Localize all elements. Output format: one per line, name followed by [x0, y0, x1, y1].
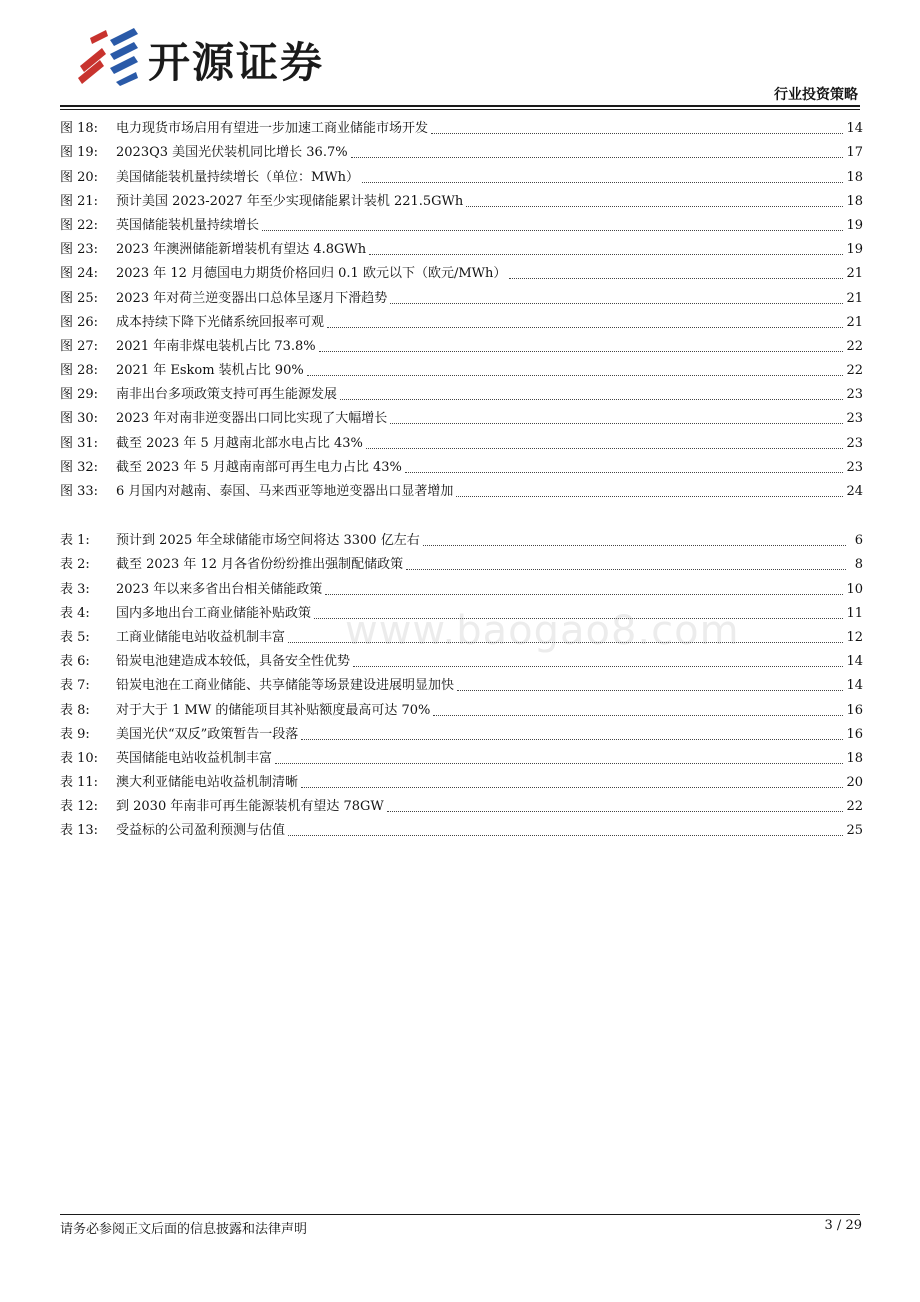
table-entry-title: 2023 年以来多省出台相关储能政策 [116, 581, 323, 597]
figure-entry-title: 2021 年南非煤电装机占比 73.8% [116, 338, 316, 354]
figure-entry-label: 图 25: [60, 290, 99, 306]
figure-entry[interactable] [60, 453, 863, 477]
figure-entry[interactable] [60, 380, 863, 404]
dot-leader [325, 593, 843, 595]
table-entry-title: 截至 2023 年 12 月各省份纷纷推出强制配储政策 [116, 557, 404, 573]
watermark: www.baogao8.com [345, 608, 740, 654]
figure-entry-title: 截至 2023 年 5 月越南南部可再生电力占比 43% [116, 459, 402, 475]
table-entry-page: 10 [846, 581, 863, 597]
table-entry-page: 14 [846, 678, 863, 694]
table-entry[interactable] [60, 695, 863, 719]
figure-entry-label: 图 29: [60, 387, 99, 403]
dot-leader [390, 422, 843, 424]
dot-leader [423, 544, 846, 546]
figure-entry[interactable] [60, 283, 863, 307]
table-entry-label: 表 2: [60, 557, 90, 573]
footer-rule [60, 1214, 860, 1215]
table-entry-label: 表 12: [60, 799, 99, 815]
figure-entry-label: 图 20: [60, 169, 99, 185]
table-entry-title: 工商业储能电站收益机制丰富 [116, 629, 286, 645]
table-entry-page: 8 [854, 557, 863, 573]
table-entry-label: 表 1: [60, 533, 90, 549]
table-index [60, 526, 863, 840]
dot-leader [288, 834, 843, 836]
figure-entry-title: 2023 年 12 月德国电力期货价格回归 0.1 欧元以下（欧元/MWh） [116, 266, 507, 282]
table-entry-title: 英国储能电站收益机制丰富 [116, 750, 273, 766]
dot-leader [340, 398, 843, 400]
figure-entry-label: 图 18: [60, 121, 99, 137]
figure-entry[interactable] [60, 332, 863, 356]
figure-entry-page: 24 [846, 484, 863, 499]
table-entry-page: 20 [846, 775, 863, 791]
table-entry-title: 受益标的公司盈利预测与估值 [116, 823, 286, 839]
header-rule [60, 105, 860, 107]
dot-leader [457, 689, 843, 691]
table-entry-page: 14 [846, 654, 863, 670]
figure-entry-label: 图 32: [60, 459, 99, 475]
figure-entry[interactable] [60, 259, 863, 283]
figure-entry-page: 19 [846, 217, 863, 233]
figure-entry-title: 美国储能装机量持续增长（单位：MWh） [116, 169, 360, 185]
dot-leader [351, 156, 844, 158]
figure-entry-label: 图 30: [60, 411, 99, 427]
table-entry-page: 11 [846, 605, 863, 621]
figure-entry-label: 图 33: [60, 484, 99, 499]
table-entry-title: 澳大利亚储能电站收益机制清晰 [116, 775, 299, 791]
table-entry-title: 美国光伏“双反”政策暂告一段落 [116, 726, 299, 742]
table-entry-label: 表 11: [60, 775, 99, 791]
table-entry-title: 铅炭电池在工商业储能、共享储能等场景建设进展明显加快 [116, 678, 455, 694]
figure-entry-page: 17 [846, 145, 863, 161]
table-entry-page: 6 [854, 533, 863, 549]
dot-leader [509, 277, 843, 279]
figure-entry-page: 18 [846, 193, 863, 209]
figure-entry-title: 电力现货市场启用有望进一步加速工商业储能市场开发 [116, 121, 429, 137]
table-entry[interactable] [60, 671, 863, 695]
dot-leader [456, 495, 843, 497]
table-entry-label: 表 10: [60, 750, 99, 766]
figure-entry-title: 2023 年澳洲储能新增装机有望达 4.8GWh [116, 242, 367, 258]
table-entry-label: 表 6: [60, 654, 90, 670]
table-entry[interactable] [60, 744, 863, 768]
table-entry-label: 表 13: [60, 823, 99, 839]
table-entry[interactable] [60, 792, 863, 816]
figure-entry-title: 2023 年对荷兰逆变器出口总体呈逐月下滑趋势 [116, 290, 388, 306]
table-entry-title: 对于大于 1 MW 的储能项目其补贴额度最高可达 70% [116, 702, 431, 718]
figure-entry[interactable] [60, 114, 863, 138]
figure-entry-label: 图 31: [60, 435, 99, 451]
dot-leader [433, 714, 843, 716]
table-entry-page: 16 [846, 702, 863, 718]
dot-leader [275, 762, 843, 764]
page-number: 3 / 29 [824, 1218, 862, 1233]
brand-name: 开源证券 [148, 38, 325, 87]
figure-entry-label: 图 24: [60, 266, 99, 282]
figure-entry-label: 图 23: [60, 242, 99, 258]
figure-entry-title: 截至 2023 年 5 月越南北部水电占比 43% [116, 435, 363, 451]
figure-entry-page: 23 [846, 387, 863, 403]
table-entry-label: 表 4: [60, 605, 90, 621]
table-entry-title: 到 2030 年南非可再生能源装机有望达 78GW [116, 799, 384, 815]
figure-entry-page: 23 [846, 411, 863, 427]
figure-entry-title: 2021 年 Eskom 装机占比 90% [116, 363, 304, 379]
figure-entry-title: 南非出台多项政策支持可再生能源发展 [116, 387, 338, 403]
dot-leader [390, 302, 843, 304]
page-header [0, 0, 920, 110]
figure-entry-page: 21 [846, 314, 863, 330]
figure-entry-page: 21 [846, 290, 863, 306]
dot-leader [387, 810, 844, 812]
dot-leader [319, 350, 844, 352]
dot-leader [262, 229, 843, 231]
dot-leader [369, 253, 843, 255]
figure-entry[interactable] [60, 356, 863, 380]
figure-entry[interactable] [60, 235, 863, 259]
table-entry-title: 铅炭电池建造成本较低，具备安全性优势 [116, 654, 351, 670]
figure-entry-label: 图 22: [60, 217, 99, 233]
figure-entry-label: 图 21: [60, 193, 99, 209]
table-entry-title: 国内多地出台工商业储能补贴政策 [116, 605, 312, 621]
figure-entry-label: 图 27: [60, 338, 99, 354]
table-entry[interactable] [60, 550, 863, 574]
figure-entry-page: 23 [846, 459, 863, 475]
table-entry-label: 表 9: [60, 726, 90, 742]
dot-leader [466, 205, 843, 207]
table-entry[interactable] [60, 768, 863, 792]
figure-entry-page: 22 [846, 363, 863, 379]
figure-entry[interactable] [60, 308, 863, 332]
figure-entry-page: 21 [846, 266, 863, 282]
dot-leader [327, 326, 843, 328]
table-entry-title: 预计到 2025 年全球储能市场空间将达 3300 亿左右 [116, 533, 420, 549]
dot-leader [406, 568, 846, 570]
figure-entry-page: 23 [846, 435, 863, 451]
figure-entry-page: 22 [846, 338, 863, 354]
figure-entry[interactable] [60, 138, 863, 162]
table-entry-page: 12 [846, 629, 863, 645]
table-entry[interactable] [60, 720, 863, 744]
figure-entry-title: 预计美国 2023-2027 年至少实现储能累计装机 221.5GWh [116, 193, 464, 209]
figure-entry-title: 2023Q3 美国光伏装机同比增长 36.7% [116, 145, 348, 161]
figure-entry-title: 2023 年对南非逆变器出口同比实现了大幅增长 [116, 411, 388, 427]
figure-entry[interactable] [60, 477, 863, 501]
dot-leader [362, 181, 843, 183]
figure-entry-label: 图 26: [60, 314, 99, 330]
figure-entry-page: 14 [846, 121, 863, 137]
table-entry[interactable] [60, 816, 863, 840]
footer-disclaimer: 请务必参阅正文后面的信息披露和法律声明 [60, 1222, 308, 1237]
dot-leader [353, 665, 843, 667]
table-entry[interactable] [60, 574, 863, 598]
table-entry-page: 18 [846, 750, 863, 766]
dot-leader [405, 471, 844, 473]
figure-entry[interactable] [60, 211, 863, 235]
table-entry-label: 表 7: [60, 678, 90, 694]
figure-entry-title: 成本持续下降下光储系统回报率可观 [116, 314, 325, 330]
header-rule-thin [60, 109, 860, 110]
dot-leader [301, 786, 843, 788]
table-entry[interactable] [60, 526, 863, 550]
dot-leader [301, 738, 843, 740]
table-entry-page: 22 [846, 799, 863, 815]
table-entry-label: 表 5: [60, 629, 90, 645]
dot-leader [307, 374, 844, 376]
table-entry-label: 表 8: [60, 702, 90, 718]
document-type: 行业投资策略 [774, 87, 858, 103]
figure-entry-title: 6 月国内对越南、泰国、马来西亚等地逆变器出口显著增加 [116, 484, 454, 499]
dot-leader [366, 447, 844, 449]
figure-entry[interactable] [60, 187, 863, 211]
figure-entry[interactable] [60, 404, 863, 428]
figure-entry-title: 英国储能装机量持续增长 [116, 217, 260, 233]
figure-entry[interactable] [60, 428, 863, 452]
figure-entry-page: 19 [846, 242, 863, 258]
figure-entry-label: 图 19: [60, 145, 99, 161]
figure-index [60, 114, 863, 501]
table-entry-page: 16 [846, 726, 863, 742]
table-entry-page: 25 [846, 823, 863, 839]
dot-leader [431, 132, 843, 134]
figure-entry[interactable] [60, 162, 863, 186]
table-entry-label: 表 3: [60, 581, 90, 597]
figure-entry-page: 18 [846, 169, 863, 185]
figure-entry-label: 图 28: [60, 363, 99, 379]
